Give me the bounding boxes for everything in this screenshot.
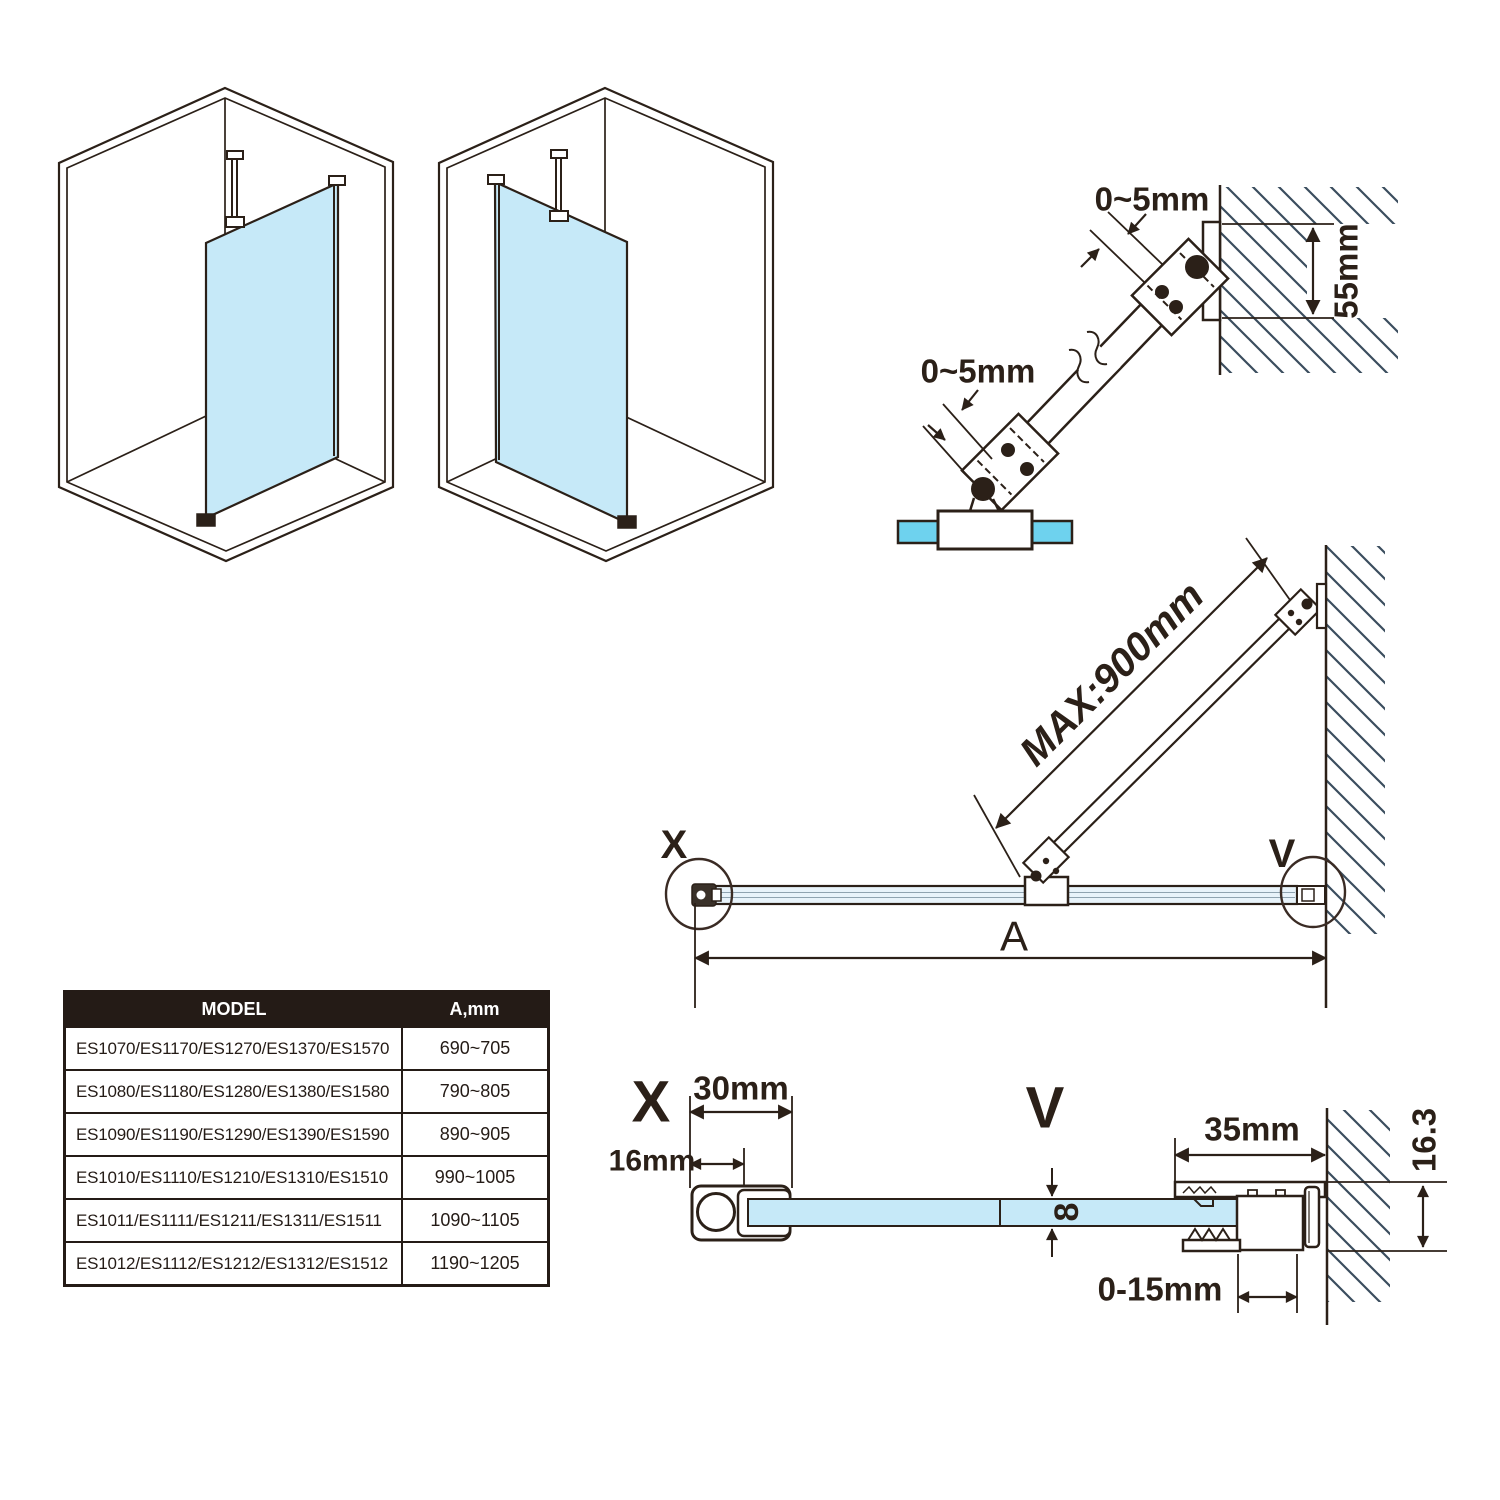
plan-v-label: V (1268, 832, 1296, 876)
support-bar-bracket-detail (898, 181, 1398, 550)
profile-width-dimension (690, 1096, 792, 1188)
a-value-cell: 690~705 (402, 1027, 549, 1070)
wall-height-label: 55mm (1327, 223, 1365, 319)
pivot-screw (971, 477, 995, 501)
floor-bracket (618, 516, 636, 528)
glass-panel-top-view (714, 886, 1297, 904)
model-spec-table (63, 990, 550, 1287)
profile-offset-dimension (690, 1148, 744, 1186)
glass-edge (1000, 1199, 1237, 1226)
detail-v-adjust-label: 0-15mm (1097, 1270, 1223, 1308)
wall-profile-cap (488, 175, 504, 184)
bar-clamp-lower (962, 414, 1058, 511)
bar-glass-mount (1025, 877, 1068, 905)
ceiling-support-bar (226, 151, 244, 227)
glass-clamp-mount (938, 511, 1032, 549)
glass-edge (748, 1199, 1000, 1226)
a-value-cell: 1190~1205 (402, 1242, 549, 1286)
width-a-label: A (999, 912, 1029, 960)
model-cell: ES1070/ES1170/ES1270/ES1370/ES1570 (65, 1027, 403, 1070)
adjustment-dimension (1238, 1254, 1297, 1313)
floor-bracket (197, 514, 215, 526)
table-header-row (65, 992, 549, 1028)
wall-hatching (1327, 546, 1385, 934)
plan-x-label: X (660, 823, 688, 867)
glass-end-profile-free (692, 884, 721, 906)
glass-panel (495, 182, 627, 523)
a-value-cell: 790~805 (402, 1070, 549, 1113)
detail-x-title: X (631, 1069, 671, 1135)
wall-hatching (1221, 318, 1398, 373)
clamp-spring (1188, 1229, 1230, 1240)
header-model: MODEL (65, 992, 403, 1028)
glass-thickness-label: 8 (1048, 1202, 1086, 1222)
gap-top-label: 0~5mm (1094, 180, 1210, 218)
detail-x-width-label: 30mm (693, 1069, 789, 1107)
clamp-screw (1169, 300, 1183, 314)
gap-bottom-label: 0~5mm (920, 352, 1036, 390)
gap-indicator-top (1081, 212, 1162, 282)
table-row (65, 1199, 549, 1242)
a-value-cell: 990~1005 (402, 1156, 549, 1199)
model-cell: ES1011/ES1111/ES1211/ES1311/ES1511 (65, 1199, 403, 1242)
clamp-screw (1001, 443, 1015, 457)
wall-hatching (1221, 187, 1398, 224)
detail-v-title: V (1025, 1075, 1065, 1141)
table-row (65, 1070, 549, 1113)
glass-end-profile-wall (1297, 886, 1325, 904)
iso-view-left (59, 88, 393, 561)
model-cell: ES1012/ES1112/ES1212/ES1312/ES1512 (65, 1242, 403, 1286)
header-a-mm: A,mm (402, 992, 549, 1028)
clamp-screw (1155, 285, 1169, 299)
detail-v-section (1000, 1076, 1447, 1326)
pivot-screw (1185, 255, 1209, 279)
wall-hatching (1221, 224, 1307, 318)
iso-view-right (439, 88, 773, 561)
model-cell: ES1080/ES1180/ES1280/ES1380/ES1580 (65, 1070, 403, 1113)
detail-x-offset-label: 16mm (608, 1144, 696, 1178)
table-row (65, 1242, 549, 1286)
a-value-cell: 890~905 (402, 1113, 549, 1156)
ceiling-support-bar (550, 150, 568, 221)
bar-length-dimension (974, 538, 1290, 877)
model-cell: ES1010/ES1110/ES1210/ES1310/ES1510 (65, 1156, 403, 1199)
a-value-cell: 1090~1105 (402, 1199, 549, 1242)
detail-x-section (609, 1070, 1000, 1241)
wall-profile-cap (329, 176, 345, 185)
clamp-screw (1020, 462, 1034, 476)
detail-v-width-label: 35mm (1204, 1110, 1300, 1148)
table-row (65, 1156, 549, 1199)
detail-v-depth-label: 16.3 (1405, 1107, 1443, 1173)
model-cell: ES1090/ES1190/ES1290/ES1390/ES1590 (65, 1113, 403, 1156)
wall-hatching (1328, 1110, 1390, 1302)
plan-view (661, 538, 1385, 1008)
glass-panel (206, 183, 338, 518)
table-row (65, 1027, 549, 1070)
table-row (65, 1113, 549, 1156)
max-length-label: MAX:900mm (1011, 573, 1213, 775)
round-seal (698, 1194, 735, 1231)
